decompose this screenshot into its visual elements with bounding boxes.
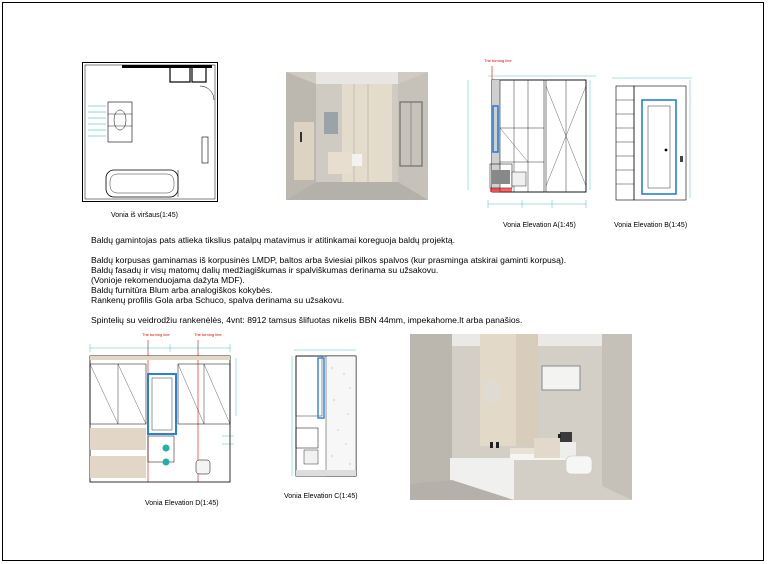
elevation-b-caption: Vonia Elevation B(1:45) bbox=[614, 222, 688, 229]
note-facade-material: Baldų fasadų ir visų matomų dalių medžiagiškumas ir spalviškumas derinama su užsakovu. bbox=[91, 265, 439, 275]
elevation-a-drawing bbox=[462, 64, 598, 210]
note-mirror-cabinet-handles: Spintelių su veidrodžiu rankenėlės, 4vnt: 8912 tamsus šlifuotas nikelis BBN 44mm, impekahome.lt arba panašios. bbox=[91, 315, 523, 325]
elevation-d-turning-line-label-left: The turning line bbox=[142, 332, 170, 337]
elevation-c-drawing bbox=[290, 344, 362, 482]
bathroom-render-1 bbox=[286, 72, 428, 200]
elevation-d-turning-line-label-right: The turning line bbox=[194, 332, 222, 337]
note-carcass-material: Baldų korpusas gaminamas iš korpusinės LMDP, baltos arba šviesiai pilkos spalvos (kur prasminga atskirai gaminti korpusą). bbox=[91, 255, 567, 265]
note-measurements: Baldų gamintojas pats atlieka tikslius patalpų matavimus ir atitinkamai koreguoja baldų projektą. bbox=[91, 235, 455, 245]
top-view-caption: Vonia iš viršaus(1:45) bbox=[111, 212, 178, 219]
bathroom-render-2 bbox=[410, 334, 632, 500]
elevation-d-drawing bbox=[84, 336, 262, 488]
note-mdf-recommendation: (Vonioje rekomenduojama dažyta MDF). bbox=[91, 275, 245, 285]
elevation-d-caption: Vonia Elevation D(1:45) bbox=[145, 500, 219, 507]
elevation-b-drawing bbox=[608, 70, 694, 210]
elevation-c-caption: Vonia Elevation C(1:45) bbox=[284, 493, 358, 500]
elevation-a-turning-line-label: The turning line bbox=[484, 58, 512, 63]
elevation-a-caption: Vonia Elevation A(1:45) bbox=[503, 222, 576, 229]
note-handle-profile: Rankenų profilis Gola arba Schuco, spalva derinama su užsakovu. bbox=[91, 295, 345, 305]
note-hardware: Baldų furnitūra Blum arba analogiškos kokybės. bbox=[91, 285, 273, 295]
top-view-plan bbox=[82, 62, 218, 202]
